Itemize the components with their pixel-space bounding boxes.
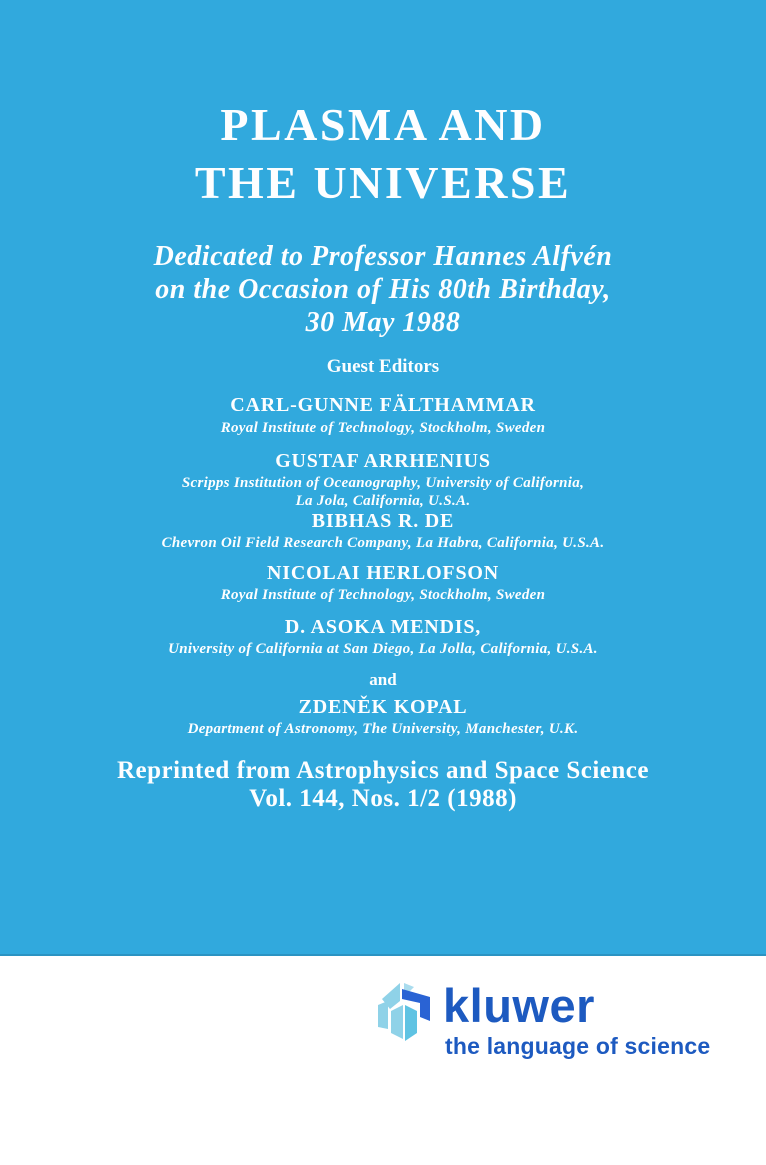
editor-affiliation-line2: La Jola, California, U.S.A. bbox=[295, 493, 471, 509]
dedication-line3: 30 May 1988 bbox=[305, 307, 461, 338]
editor-affiliation: University of California at San Diego, La Jolla, California, U.S.A. bbox=[168, 641, 598, 657]
editor-affiliation: Chevron Oil Field Research Company, La Habra, California, U.S.A. bbox=[161, 535, 605, 551]
kluwer-open-books-pinwheel-icon bbox=[378, 983, 430, 1045]
conjunction-and: and bbox=[369, 670, 397, 689]
dedication-line1: Dedicated to Professor Hannes Alfvén bbox=[153, 241, 613, 272]
book-title bbox=[0, 96, 766, 212]
editor-name: NICOLAI HERLOFSON bbox=[267, 562, 499, 584]
publisher-name: kluwer bbox=[443, 979, 595, 1032]
editor-affiliation: Royal Institute of Technology, Stockholm, Sweden bbox=[220, 587, 546, 603]
editor-name: ZDENĚK KOPAL bbox=[298, 696, 468, 718]
editor-affiliation bbox=[0, 474, 766, 510]
editor-affiliation: Department of Astronomy, The University, Manchester, U.K. bbox=[187, 721, 579, 737]
reprint-line1: Reprinted from Astrophysics and Space Science bbox=[117, 757, 649, 784]
publisher-footer bbox=[0, 958, 766, 1165]
editor-name: BIBHAS R. DE bbox=[311, 510, 455, 532]
guest-editors-heading: Guest Editors bbox=[326, 356, 440, 377]
reprint-line2: Vol. 144, Nos. 1/2 (1988) bbox=[249, 785, 517, 812]
dedication-line2: on the Occasion of His 80th Birthday, bbox=[155, 274, 611, 305]
reprint-notice bbox=[0, 757, 766, 813]
editor-affiliation-line1: Scripps Institution of Oceanography, University of California, bbox=[181, 475, 585, 491]
editor-affiliation: Royal Institute of Technology, Stockholm, Sweden bbox=[220, 420, 546, 436]
editor-name: D. ASOKA MENDIS, bbox=[284, 616, 482, 638]
book-title-line2: THE UNIVERSE bbox=[194, 157, 572, 208]
publisher-tagline: the language of science bbox=[445, 1033, 711, 1059]
book-title-line1: PLASMA AND bbox=[220, 99, 546, 150]
dedication-text bbox=[0, 240, 766, 339]
editor-name: GUSTAF ARRHENIUS bbox=[275, 450, 491, 472]
editor-name: CARL-GUNNE FÄLTHAMMAR bbox=[230, 394, 536, 416]
